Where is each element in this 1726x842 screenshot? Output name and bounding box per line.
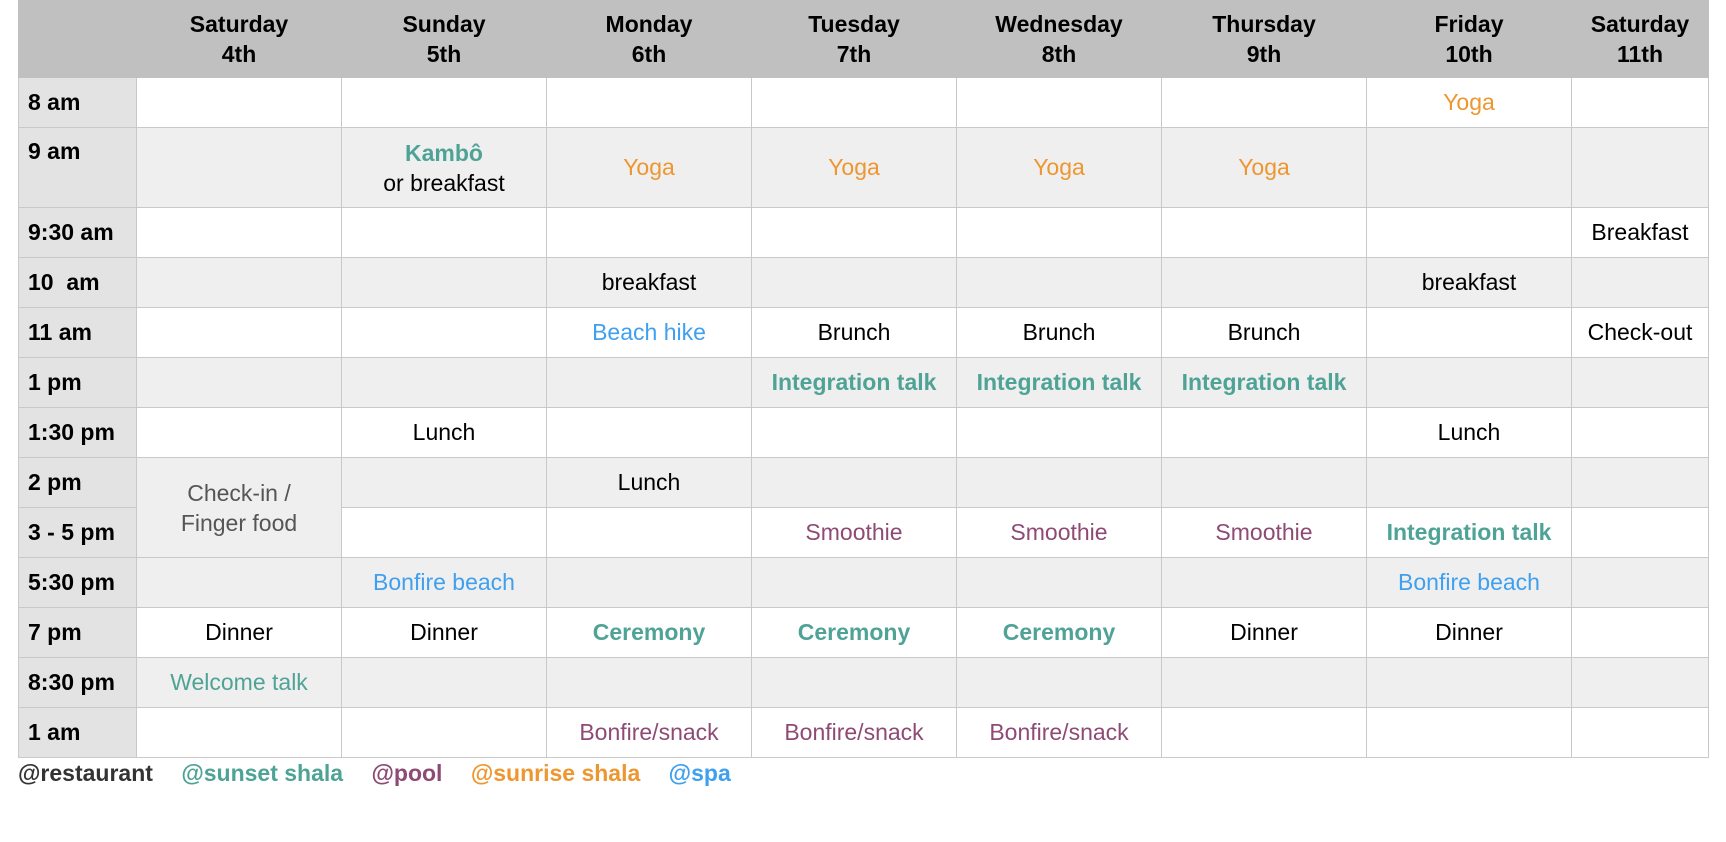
row-2pm xyxy=(19,458,1709,508)
event-yoga: Yoga xyxy=(1162,128,1367,208)
cell xyxy=(1572,258,1709,308)
row-530pm xyxy=(19,558,1709,608)
row-1pm xyxy=(19,358,1709,408)
cell xyxy=(752,408,957,458)
cell xyxy=(342,78,547,128)
event-lunch: Lunch xyxy=(1367,408,1572,458)
time-label: 11 am xyxy=(19,308,137,358)
event-dinner: Dinner xyxy=(1367,608,1572,658)
cell xyxy=(342,308,547,358)
cell xyxy=(1162,208,1367,258)
time-label: 2 pm xyxy=(19,458,137,508)
event-check-in xyxy=(137,458,342,558)
cell xyxy=(1572,358,1709,408)
event-yoga: Yoga xyxy=(752,128,957,208)
row-130pm xyxy=(19,408,1709,458)
cell xyxy=(342,508,547,558)
event-integration-talk: Integration talk xyxy=(752,358,957,408)
legend-sunset-shala: @sunset shala xyxy=(181,760,344,786)
time-label: 9 am xyxy=(19,128,137,208)
cell xyxy=(137,408,342,458)
event-check-in-line2: Finger food xyxy=(180,509,298,536)
event-dinner: Dinner xyxy=(1162,608,1367,658)
header-saturday-4th: Saturday 4th xyxy=(137,1,342,78)
time-label: 1 am xyxy=(19,708,137,758)
cell xyxy=(137,708,342,758)
event-check-out: Check-out xyxy=(1572,308,1709,358)
event-yoga: Yoga xyxy=(547,128,752,208)
cell xyxy=(1367,128,1572,208)
event-ceremony: Ceremony xyxy=(752,608,957,658)
header-saturday-11th: Saturday 11th xyxy=(1572,1,1709,78)
event-bonfire-beach: Bonfire beach xyxy=(1367,558,1572,608)
event-smoothie: Smoothie xyxy=(957,508,1162,558)
cell xyxy=(957,408,1162,458)
row-11am xyxy=(19,308,1709,358)
event-ceremony: Ceremony xyxy=(547,608,752,658)
event-bonfire-beach: Bonfire beach xyxy=(342,558,547,608)
time-label: 1 pm xyxy=(19,358,137,408)
cell xyxy=(1572,408,1709,458)
cell xyxy=(1367,708,1572,758)
cell xyxy=(752,658,957,708)
cell xyxy=(547,408,752,458)
cell xyxy=(137,128,342,208)
legend-sunrise-shala: @sunrise shala xyxy=(470,760,641,786)
event-lunch: Lunch xyxy=(342,408,547,458)
cell xyxy=(547,208,752,258)
legend-spa: @spa xyxy=(668,760,731,786)
cell xyxy=(1572,458,1709,508)
cell xyxy=(1162,558,1367,608)
header-sunday-5th: Sunday 5th xyxy=(342,1,547,78)
time-label: 8:30 pm xyxy=(19,658,137,708)
cell xyxy=(1162,258,1367,308)
cell xyxy=(1367,458,1572,508)
cell xyxy=(137,78,342,128)
time-label: 9:30 am xyxy=(19,208,137,258)
cell xyxy=(752,258,957,308)
cell xyxy=(1367,208,1572,258)
row-10am xyxy=(19,258,1709,308)
cell xyxy=(137,558,342,608)
cell xyxy=(957,78,1162,128)
cell xyxy=(1572,78,1709,128)
cell xyxy=(957,558,1162,608)
cell xyxy=(547,508,752,558)
cell xyxy=(752,208,957,258)
header-tuesday-7th: Tuesday 7th xyxy=(752,1,957,78)
event-ceremony: Ceremony xyxy=(957,608,1162,658)
cell xyxy=(1367,658,1572,708)
schedule-table xyxy=(18,0,1709,758)
event-dinner: Dinner xyxy=(342,608,547,658)
cell xyxy=(342,208,547,258)
header-corner xyxy=(19,1,137,78)
cell xyxy=(547,558,752,608)
header-wednesday-8th: Wednesday 8th xyxy=(957,1,1162,78)
cell xyxy=(957,258,1162,308)
time-label: 3 - 5 pm xyxy=(19,508,137,558)
event-smoothie: Smoothie xyxy=(752,508,957,558)
cell xyxy=(752,78,957,128)
legend-restaurant: @restaurant xyxy=(18,760,153,786)
event-bonfire-snack: Bonfire/snack xyxy=(547,708,752,758)
event-yoga: Yoga xyxy=(1367,78,1572,128)
cell xyxy=(752,458,957,508)
row-8am xyxy=(19,78,1709,128)
event-bonfire-snack: Bonfire/snack xyxy=(957,708,1162,758)
header-thursday-9th: Thursday 9th xyxy=(1162,1,1367,78)
cell xyxy=(1367,358,1572,408)
cell xyxy=(1572,658,1709,708)
cell xyxy=(342,358,547,408)
event-check-in-line1: Check-in / xyxy=(187,479,291,506)
cell xyxy=(1572,608,1709,658)
event-breakfast: Breakfast xyxy=(1572,208,1709,258)
cell xyxy=(342,458,547,508)
cell xyxy=(957,658,1162,708)
cell xyxy=(1367,308,1572,358)
event-breakfast: breakfast xyxy=(547,258,752,308)
row-930am xyxy=(19,208,1709,258)
time-label: 5:30 pm xyxy=(19,558,137,608)
cell xyxy=(1572,558,1709,608)
event-kambo xyxy=(342,128,547,208)
header-friday-10th: Friday 10th xyxy=(1367,1,1572,78)
event-welcome-talk: Welcome talk xyxy=(137,658,342,708)
event-brunch: Brunch xyxy=(1162,308,1367,358)
event-brunch: Brunch xyxy=(957,308,1162,358)
cell xyxy=(957,458,1162,508)
cell xyxy=(1162,408,1367,458)
header-row xyxy=(19,1,1709,78)
cell xyxy=(342,258,547,308)
cell xyxy=(547,658,752,708)
row-9am xyxy=(19,128,1709,208)
event-dinner: Dinner xyxy=(137,608,342,658)
cell xyxy=(957,208,1162,258)
header-monday-6th: Monday 6th xyxy=(547,1,752,78)
cell xyxy=(342,658,547,708)
time-label: 7 pm xyxy=(19,608,137,658)
cell xyxy=(1572,708,1709,758)
event-integration-talk: Integration talk xyxy=(957,358,1162,408)
time-label: 10 am xyxy=(19,258,137,308)
row-7pm xyxy=(19,608,1709,658)
event-kambo-sub: or breakfast xyxy=(383,169,505,196)
event-lunch: Lunch xyxy=(547,458,752,508)
event-breakfast: breakfast xyxy=(1367,258,1572,308)
legend-pool: @pool xyxy=(371,760,443,786)
event-integration-talk: Integration talk xyxy=(1367,508,1572,558)
cell xyxy=(1572,508,1709,558)
cell xyxy=(1162,708,1367,758)
cell xyxy=(137,308,342,358)
cell xyxy=(1572,128,1709,208)
cell xyxy=(137,358,342,408)
time-label: 1:30 pm xyxy=(19,408,137,458)
event-beach-hike: Beach hike xyxy=(547,308,752,358)
cell xyxy=(752,558,957,608)
cell xyxy=(342,708,547,758)
event-bonfire-snack: Bonfire/snack xyxy=(752,708,957,758)
event-smoothie: Smoothie xyxy=(1162,508,1367,558)
cell xyxy=(547,78,752,128)
row-1am xyxy=(19,708,1709,758)
row-830pm xyxy=(19,658,1709,708)
event-brunch: Brunch xyxy=(752,308,957,358)
event-integration-talk: Integration talk xyxy=(1162,358,1367,408)
cell xyxy=(1162,78,1367,128)
cell xyxy=(1162,458,1367,508)
location-legend xyxy=(18,760,753,787)
event-yoga: Yoga xyxy=(957,128,1162,208)
cell xyxy=(137,208,342,258)
cell xyxy=(1162,658,1367,708)
cell xyxy=(547,358,752,408)
event-kambo-title: Kambô xyxy=(405,139,483,166)
time-label: 8 am xyxy=(19,78,137,128)
cell xyxy=(137,258,342,308)
